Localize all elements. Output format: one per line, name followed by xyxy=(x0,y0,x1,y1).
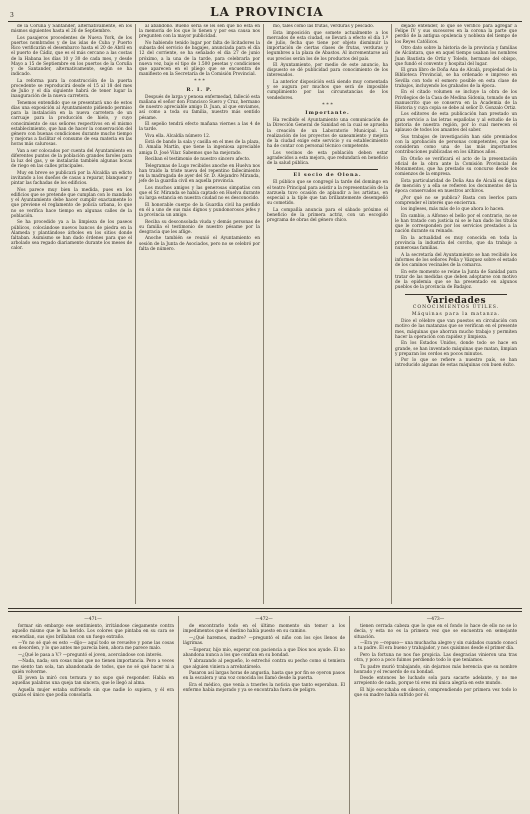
news-paragraph: Los pasajeros procedentes de Nueva York, de los puertos nombrados y de las islas de Cuba y Puerto Rico verificarán el desembarco hasta el 20 de Abril en el puerto de Cádiz, que es el más cercano a las costas de la Habana los días 10 y 30 de cada mes, y desde Mayo a 15 de Septiembre en los puertos de la Coruña y de Santander, alternativamente, según se ha indicado. xyxy=(11,35,132,78)
article-heading: El socio de Olona. xyxy=(293,172,362,179)
page-number: 3 xyxy=(10,12,14,19)
folletin-paragraph: —Esperar, hijo mío, esperar con paciencia a que Dios nos ayude. Él no abandona nunca a los que confían en su bondad. xyxy=(183,647,345,658)
column-3 xyxy=(264,24,392,604)
news-paragraph: Esta particularidad de Doña Ana de Alcalá es digna de mención y a ella se refieren los documentos de la época conservados en nuestros archivos. xyxy=(395,178,517,195)
news-paragraph: Los editores de esta publicación han prestado un gran servicio a las letras españolas y al estudio de la historia de nuestra región, por lo cual merecen el aplauso de todos los amantes del saber. xyxy=(395,112,517,134)
section-divider xyxy=(405,294,507,295)
news-paragraph: al abandono. Bueno sería se leí sen que no está en la memoria de los que lo tienen y por esa causa nos pregunten con la mayor publicidad. xyxy=(139,24,260,40)
page-header xyxy=(8,3,522,22)
folletin-paragraph: Era el médico, que venía a traerles la noticia que tanto esperaban. El enfermo había mejorado y ya se encontraba fuera de peligro. xyxy=(183,682,345,693)
news-paragraph: Anoche también se reunió el Ayuntamiento en sesión de la Junta de Asociados, pero no se celebró por falta de número. xyxy=(139,236,260,252)
folletin-paragraph: El joven la miró con ternura y no supo qué responder. Había en aquellas palabras una queja tan sincera, que le llegó al alma. xyxy=(12,676,174,687)
folletin-paragraph: Y abrazando al pequeño, lo estrechó contra su pecho como si temiera que alguien viniera a arrebatárselo. xyxy=(183,659,345,670)
news-paragraph: Tenemos entendido que se presentará uno de estos días una exposición al Ayuntamiento pidiendo permiso para la instalación en la nueva carretera de un carruaje para la producción de hielo, y cuyo conocimiento de sus señores respectivos en el mismo establecimiento, que han de hacer la conservación del género con buenas condiciones durante mucho tiempo y mejoras a facilitar el consumo de esa materia en las horas más calurosas. xyxy=(11,100,132,148)
variedades-heading: Variedades xyxy=(425,295,487,306)
news-paragraph: En cambio, a Alfonso el bello por el contrario, no se le han tratado con justicia ni se le han dado los títulos que le corresponden por los servicios prestados a la nación durante su reinado. xyxy=(395,213,517,235)
news-paragraph: El Ayuntamiento, por medio de este anuncio, ha dispuesto se dé publicidad para conocimiento de los interesados. xyxy=(267,63,388,79)
news-paragraph: Por lo que se refiere a nuestro país, se han introducido algunas de estas máquinas con buen éxito. xyxy=(395,358,517,369)
folletin-paragraph: Desde entonces he luchado sola para sacarte adelante, y no me arrepiento de nada, porque tú eres mi única alegría en este mundo. xyxy=(354,676,517,687)
important-heading: Importante. xyxy=(305,109,350,116)
news-paragraph: En este momento se reúne la Junta de Sanidad para tratar de las medidas que deben adoptarse con motivo de la epidemia que se ha presentado en algunos pueblos de la provincia de Badajoz. xyxy=(395,269,517,291)
folletin-paragraph: —¿Qué haremos, madre? —preguntó el niño con los ojos llenos de lágrimas. xyxy=(183,635,345,647)
news-paragraph: dejado entender, lo que se verificó para agregar a Felipe IV y sus sucesores en la corona la parte que perdió de la antigua opulencia y nobleza del tiempo de los Reyes Católicos. xyxy=(395,24,517,45)
news-paragraph: En Otoño se verificará el acto de la presentación oficial de la obra ante la Comisión Provincial de Monumentos, que ha prestado su concurso desde los comienzos de la empresa. xyxy=(395,156,517,178)
news-paragraph: de la Coruña y Santander, alternativamente, en los mismos siguientes hasta el 26 de Septiembre. xyxy=(11,24,132,35)
folletin-column-3 xyxy=(350,616,521,814)
news-paragraph: No habiendo tenido lugar por falta de licitadores la subasta del servicio de bagajes, anunciada para el día 12 del corriente, se ha señalado el día 27 de junio próximo, a la una de la tarde, para celebrarla por nueva vez, bajo el tipo de 1.500 pesetas y condiciones que aparecen en el pliego que se encuentra de manifiesto en la Secretaría de la Comisión Provincial. xyxy=(139,40,260,78)
column-1 xyxy=(8,24,136,604)
folletin-paragraph: formar sin embargo ese sentimiento, irritándose ciegamente contra aquello mismo que le ha herido. Los colores que pintaba en su cara se encendían, sus ojos brillaban con un fuego extraño. xyxy=(12,624,174,640)
news-paragraph: Esta imposición que somete actualmente a los mercados de esta ciudad, se llevará a efecto el día 1.º de julio, fecha que tiene por objeto disminuir la importación de ciertas clases de frutas, verduras y legumbres a la plaza de Abastos. Al incrementarse así sus precios serán los de los productos del país. xyxy=(267,30,388,62)
news-paragraph: Sus trabajos de investigación han sido premiados con la aprobación de personas competentes, que los consideran como una de las más importantes contribuciones publicadas en los últimos años. xyxy=(395,134,517,156)
news-paragraph: El gran libro de Doña Ana de Alcalá, propiedad de la Biblioteca Provincial, se ha ordenado e impreso en Sevilla con todo el esmero posible en esta clase de trabajos, incluyendo los grabados de la época. xyxy=(395,68,517,89)
folletin-section xyxy=(8,616,522,814)
folletin-paragraph: de encontrarlo todo en el último momento sin temor a los impedimentos que el destino había puesto en su camino. xyxy=(183,624,345,635)
variedades-subheading: CONOCIMIENTOS ÚTILES. xyxy=(412,304,500,310)
folletin-paragraph: Aquella mujer estaba sufriendo sin que nadie lo supiera, y él era quizás el único que podía consolarla. xyxy=(12,687,174,699)
folletin-paragraph: —Era yo —repuso— una muchacha alegre y sin cuidados cuando conocí a tu padre. Él era bueno y trabajador, y nos quisimos desde el primer día. xyxy=(354,641,517,652)
news-paragraph: La reforma para la construcción de la puerta procedente se reproducirá desde el 15 al 18 del mes de Julio y el día siguiente habrá de tener lugar la inauguración de la nueva carretera. xyxy=(11,78,132,100)
section-divider xyxy=(277,169,378,170)
news-paragraph: Reciban el testimonio de nuestro sincero afecto. xyxy=(145,157,251,163)
news-paragraph: En la actualidad es muy conocida en toda la provincia la industria del corcho, que da trabajo a numerosas familias. xyxy=(395,235,517,252)
column-4 xyxy=(392,24,520,604)
news-paragraph: mo, tales como las frutas, verduras y pescado. xyxy=(273,24,374,29)
top-columns xyxy=(8,24,522,604)
news-paragraph: ¿Por qué no se publica? Basta con leerlos para comprender el interés que encierran. xyxy=(395,195,517,206)
news-paragraph: El honorable cuerpo de la Guardia civil ha perdido en él a uno de sus más dignos y pundonorosos jefes y la provincia un amigo. xyxy=(139,202,260,219)
news-paragraph: La compañía anuncia para el sábado próximo el beneficio de la primera actriz, con un escogido programa de obras del género chico. xyxy=(267,207,388,224)
news-paragraph: Van a ser colocados por cuenta del Ayuntamiento en diferentes puntos de la población grandes faroles para la luz del gas, y se instalarán también algunas bocas de riego en las calles principales. xyxy=(11,148,132,170)
folletin-paragraph: Tu padre murió trabajando, sin dejarnos más herencia que su nombre honrado y el recuerdo de su bondad. xyxy=(354,664,517,675)
folletin-page-number: —471— xyxy=(84,617,102,622)
separator-stars: * * * xyxy=(194,78,205,85)
news-paragraph: En el citado volumen se incluye la obra de los Privilegios de la Casa de Medina Sidonia, tomado de un manuscrito que se conserva en la Academia de la Historia y cuya copia se debe al señor D. Gonzalo Ortiz. xyxy=(395,90,517,111)
separator-stars: * * * xyxy=(322,101,333,108)
news-paragraph: El público que se congregó la tarde del domingo en el teatro Principal para asistir a la representación de la zarzuela tuvo ocasión de aplaudir a los artistas, en especial a la tiple que tan brillantemente desempeñó su cometido. xyxy=(267,180,389,207)
news-paragraph: Nos parece muy bien la medida, pues en los edificios que se pretende que cumplan con lo mandado y el Ayuntamiento debe hacer cumplir exactamente lo que previene el reglamento de policía urbana, lo que no se verifica hace tiempo en algunas calles de la población. xyxy=(11,187,132,219)
fold-rule xyxy=(8,608,522,612)
news-paragraph: Los muchos amigos y las generosas simpatías con que el Sr. Miranda se había captado en Huelva durante su larga estancia en nuestra ciudad no es desconocido. xyxy=(139,185,260,202)
folletin-column-2 xyxy=(179,616,350,814)
folletin-paragraph: tienen cerrada cabeza que lo que en el fondo lo hace de ello no se lo decía, y esta no es la primera vez que se encuentra en semejante situación. xyxy=(354,624,517,640)
folletin-column-1 xyxy=(8,616,179,814)
news-paragraph: Muy en breve se publicará por la Alcaldía un edicto invitando a los dueños de casas a reparar, blanquear y pintar las fachadas de los edificios. xyxy=(11,170,132,187)
folletin-page-number: —472— xyxy=(255,617,273,622)
news-paragraph: Ha recibido el Ayuntamiento una comunicación de la Dirección General de Sanidad en la cual se aprueba la creación de un Laboratorio Municipal. La realización de los proyectos de saneamiento y mejora de la ciudad exige este servicio y su establecimiento ha de contar con personal técnico competente. xyxy=(267,118,388,150)
folletin-paragraph: —Yo no sé qué es esto —dijo— aquí todo se revuelve y pone las cosas en desorden, y lo que antes me parecía bien, ahora me parece malo. xyxy=(12,641,174,652)
column-2 xyxy=(136,24,264,604)
news-paragraph: A la secretaría del Ayuntamiento se han recibido los informes de los señores Peña y Vázquez sobre el estado de los caminos vecinales de la comarca. xyxy=(395,252,517,269)
folletin-paragraph: —Nada, nada; son cosas mías que no tienen importancia. Pero a veces me siento tan sola, tan abandonada de todos, que no sé qué hacer ni a quién volverme. xyxy=(12,659,174,675)
news-paragraph: Viva ella. Alcaldía número 12. xyxy=(145,133,211,139)
news-paragraph: El sepelio tendrá efecto mañana viernes a las 4 de la tarde. xyxy=(139,122,260,133)
folletin-page-number: —473— xyxy=(426,617,445,622)
news-paragraph: Otro dato sobre la historia de la provincia y familias de Alcántara, que en aquel tiempo usaban los nombres Juan Bautista de Ortiz y Toledo, hermano del obispo, que fundó el convento y hospital del lugar. xyxy=(395,46,517,67)
folletin-paragraph: El hijo escuchaba en silencio, comprendiendo por primera vez todo lo que su madre había sufrido por él. xyxy=(354,687,517,699)
variedades-topic: Máquinas para la matanza. xyxy=(411,312,501,318)
news-paragraph: Telegramas de Lugo recibidos anoche en Huelva nos han traído la triste nueva del repentino fallecimiento en la madrugada de ayer del Sr. D. Alejandro Miranda, jefe de la guardia civil en aquella provincia. xyxy=(139,163,260,185)
rip-heading: R. I. P. xyxy=(186,86,213,93)
news-paragraph: La anterior disposición está siendo muy comentada y se augura por muchos que será de imposible cumplimiento por las circunstancias de los vendedores. xyxy=(267,79,388,101)
folletin-paragraph: Pasaron así largas horas de angustia, hasta que por fin se oyeron pasos en la escalera y una voz conocida los llamó desde la puerta. xyxy=(183,671,345,682)
folletin-paragraph: Pero la fortuna no nos fue propicia. Las desgracias vinieron una tras otra, y poco a poco fuimos perdiendo todo lo que teníamos. xyxy=(354,652,517,664)
news-paragraph: Los vecinos de esta población deben estar agradecidos a esta mejora, que redundará en beneficio de la salud pública. xyxy=(267,150,388,167)
news-paragraph: los ingleses, más más de lo que ahora lo hacen. xyxy=(401,207,505,213)
news-paragraph: En los Estados Unidos, donde todo se hace en grande, se han inventado máquinas que matan, limpian y preparan los cerdos en pocos minutos. xyxy=(395,341,517,357)
newspaper-title: LA PROVINCIA xyxy=(210,5,324,19)
column-5-block xyxy=(395,207,517,368)
news-paragraph: Reciba su desconsolada viuda y demás personas de su familia el testimonio de nuestro pésame por la desgracia que les aflige. xyxy=(139,219,260,235)
news-paragraph: Se ha procedido ya a la limpieza de los paseos públicos, colocándose nuevos bancos de piedra en la Alameda y plantándose árboles en los sitios donde faltaban. Asimismo se han dado órdenes para que el arbolado sea regado diariamente durante los meses de calor. xyxy=(11,220,132,252)
folletin-paragraph: —¿Qué le pasa a V.? —preguntó el joven, acercándose con interés. xyxy=(18,652,163,658)
news-paragraph: Dice el célebre que van puestos en circulación con motivo de las matanzas que se verifican en el presente mes, máquinas que ahorran mucho trabajo y permiten hacer la operación con rapidez y limpieza. xyxy=(395,319,517,340)
news-paragraph: Después de larga y penosa enfermedad, falleció esta mañana el señor don Francisco Suero y Cruz, hermano de nuestro apreciable amigo D. Juan, al que enviamos, así como a toda su familia, nuestro más sentido pésame. xyxy=(139,94,260,121)
news-paragraph: Está de bando la sala y casilla en el mes de la plaza, D. Amalia Martín, que tiene la ingeniosa apreciable amiga D. José Vilar. Sabemos que ha mejorado. xyxy=(139,140,260,156)
